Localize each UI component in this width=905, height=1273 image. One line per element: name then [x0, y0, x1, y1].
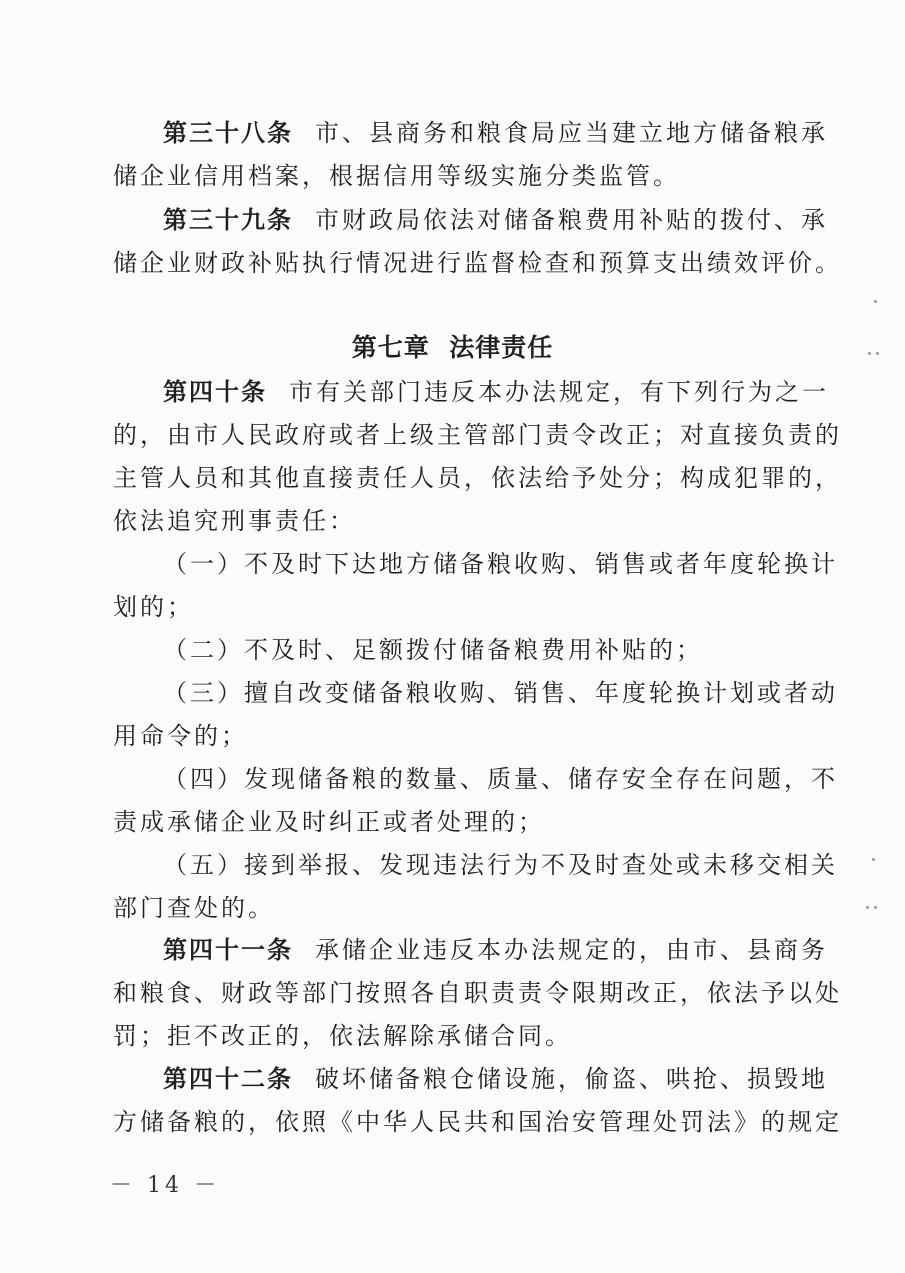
article-42-line-2: 方储备粮的，依照《中华人民共和国治安管理处罚法》的规定	[113, 1108, 842, 1136]
article-42-heading: 第四十二条	[163, 1065, 293, 1093]
scan-speck	[868, 352, 871, 355]
scan-speck	[872, 858, 875, 861]
article-39-line-1: 第三十九条 市财政局依法对储备粮费用补贴的拨付、承	[163, 206, 828, 234]
list-item-1-cont: 划的；	[113, 593, 194, 621]
scan-speck	[876, 352, 879, 355]
article-40-heading: 第四十条	[163, 378, 267, 406]
list-item-3-cont: 用命令的；	[113, 722, 248, 750]
article-40-line-3: 主管人员和其他直接责任人员，依法给予处分；构成犯罪的，	[113, 464, 842, 492]
article-41-line-2: 和粮食、财政等部门按照各自职责责令限期改正，依法予以处	[113, 979, 842, 1007]
article-38	[113, 112, 828, 198]
article-38-line-2: 储企业信用档案，根据信用等级实施分类监管。	[113, 162, 680, 190]
article-41	[113, 929, 842, 1058]
article-38-heading: 第三十八条	[163, 119, 293, 147]
list-item-4: （四）发现储备粮的数量、质量、储存安全存在问题，不	[163, 765, 838, 793]
list-item-5-cont: 部门查处的。	[113, 894, 275, 922]
article-42	[113, 1058, 842, 1144]
article-41-line-1: 第四十一条 承储企业违反本办法规定的，由市、县商务	[163, 936, 828, 964]
article-40	[113, 371, 842, 930]
chapter-title: 第七章 法律责任	[351, 333, 554, 362]
article-40-line-1: 第四十条 市有关部门违反本办法规定，有下列行为之一	[163, 378, 829, 406]
scan-speck	[866, 906, 869, 909]
article-39	[113, 199, 842, 285]
list-item-2: （二）不及时、足额拨付储备粮费用补贴的；	[163, 636, 703, 664]
article-40-line-2: 的，由市人民政府或者上级主管部门责令改正；对直接负责的	[113, 421, 842, 449]
article-38-line-1: 第三十八条 市、县商务和粮食局应当建立地方储备粮承	[163, 119, 828, 147]
list-item-1: （一）不及时下达地方储备粮收购、销售或者年度轮换计	[163, 550, 838, 578]
article-41-line-3: 罚；拒不改正的，依法解除承储合同。	[113, 1022, 572, 1050]
article-41-heading: 第四十一条	[163, 936, 293, 964]
list-item-3: （三）擅自改变储备粮收购、销售、年度轮换计划或者动	[163, 679, 838, 707]
article-42-line-1: 第四十二条 破坏储备粮仓储设施，偷盗、哄抢、损毁地	[163, 1065, 828, 1093]
scan-speck	[874, 300, 877, 303]
page-number: － 14 －	[110, 1173, 220, 1198]
list-item-4-cont: 责成承储企业及时纠正或者处理的；	[113, 808, 545, 836]
article-39-heading: 第三十九条	[163, 206, 293, 234]
article-40-line-4: 依法追究刑事责任：	[113, 507, 356, 535]
scan-speck	[874, 906, 877, 909]
list-item-5: （五）接到举报、发现违法行为不及时查处或未移交相关	[163, 851, 838, 879]
article-39-line-2: 储企业财政补贴执行情况进行监督检查和预算支出绩效评价。	[113, 249, 842, 277]
